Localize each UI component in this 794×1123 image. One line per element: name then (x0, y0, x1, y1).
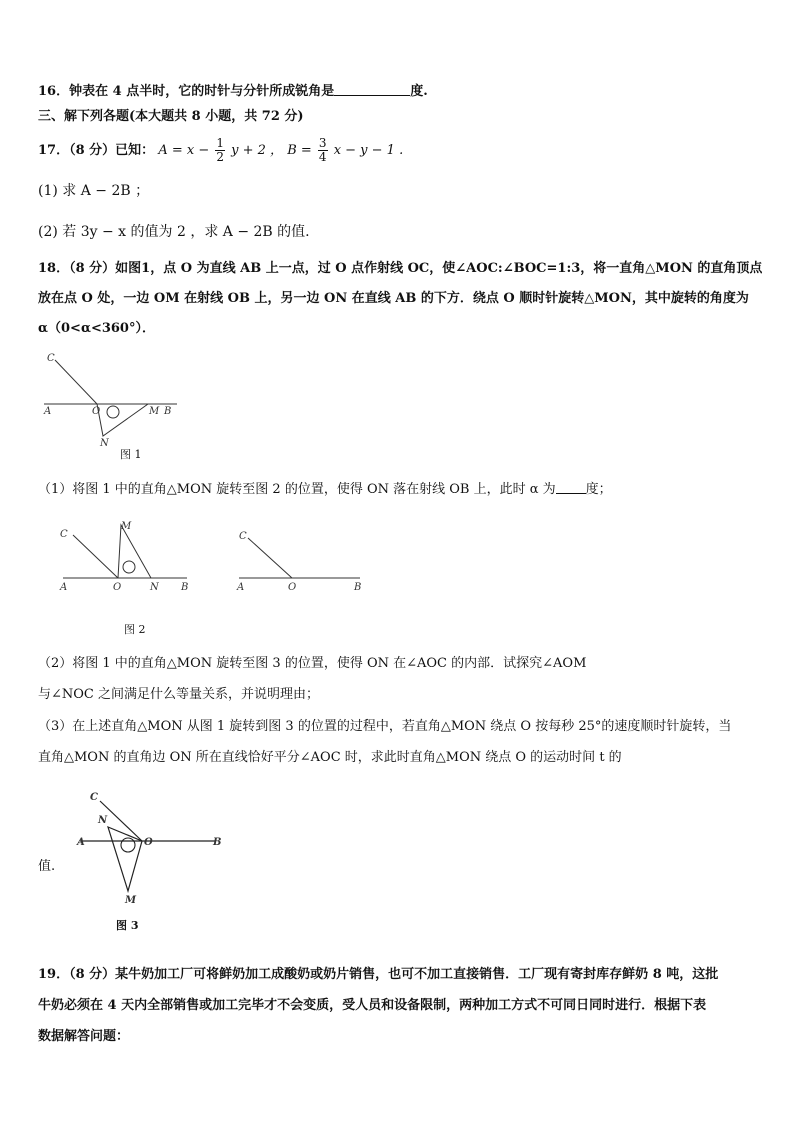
q17-formula-a-left: A = x − (158, 143, 210, 158)
fig2-label-b: B (181, 582, 189, 593)
fig2-label-a: A (60, 582, 68, 593)
q17-formula-b-left: B = (287, 143, 312, 158)
q17-frac1-num: 1 (216, 136, 224, 150)
q17-part-1: (1) 求 A − 2B ； (38, 183, 150, 199)
fig2-caption: 图 2 (124, 623, 146, 636)
fig1-triangle-mon (97, 404, 148, 436)
fig2-right-angle-mark (123, 561, 135, 573)
q17-head: 17．（8 分）已知： (38, 143, 155, 158)
fig1-label-n: N (100, 438, 109, 449)
fig2-label-c: C (60, 529, 68, 540)
q17-fraction-2 (318, 137, 328, 164)
q18-line-3: α（0<α<360°）． (38, 321, 155, 336)
fig3-caption: 图 3 (116, 919, 139, 932)
fig2-ray-oc (73, 535, 118, 578)
fig3-label-a: A (77, 837, 85, 848)
fig2b-label-o: O (288, 582, 297, 593)
fig1-label-c: C (47, 353, 55, 364)
q18-sub1-answer-blank (556, 480, 586, 494)
fig2b-label-a: A (237, 582, 245, 593)
fig3-right-angle-mark (121, 838, 135, 852)
q19-line-3: 数据解答问题： (38, 1029, 130, 1044)
q18-sub-3-line-3: 值. (38, 859, 56, 874)
fig3-label-b: B (213, 837, 222, 848)
figure-2 (55, 515, 375, 640)
q17-formula-a-right: y + 2 ， (231, 143, 284, 158)
fig1-label-o: O (92, 406, 101, 417)
q19-line-2: 牛奶必须在 4 天内全部销售或加工完毕才不会变质，受人员和设备限制，两种加工方式不可同日同时进行．根据下表 (38, 998, 707, 1013)
q17-frac2-num: 3 (318, 136, 327, 150)
q18-sub1-text: （1）将图 1 中的直角△MON 旋转至图 2 的位置，使得 ON 落在射线 OB 上，此时 α 为 (38, 482, 556, 497)
question-16 (38, 82, 758, 101)
question-17 (38, 136, 758, 166)
q18-sub1-suffix: 度； (585, 482, 612, 497)
q17-part-2: (2) 若 3y − x 的值为 2 ，求 A − 2B 的值. (38, 224, 310, 240)
q16-answer-blank (334, 82, 410, 96)
q18-line-2: 放在点 O 处，一边 OM 在射线 OB 上，另一边 ON 在直线 AB 的下方．绕点 O 顺时针旋转△MON，其中旋转的角度为 (38, 291, 749, 306)
q17-fraction-1 (215, 137, 225, 164)
fig1-ray-oc (55, 360, 97, 404)
figure-1 (40, 348, 200, 463)
q18-sub-2-line-1: （2）将图 1 中的直角△MON 旋转至图 3 的位置，使得 ON 在∠AOC 的内部．试探究∠AOM (38, 656, 587, 671)
q18-line-1: 18．（8 分）如图1，点 O 为直线 AB 上一点，过 O 点作射线 OC，使∠AOC:∠BOC=1:3，将一直角△MON 的直角顶点 (38, 261, 763, 276)
fig1-label-m: M (149, 406, 160, 417)
fig2-label-n: N (150, 582, 159, 593)
fig2-label-o: O (113, 582, 122, 593)
q17-formula-b-right: x − y − 1 . (333, 143, 404, 158)
q18-sub-3-line-2: 直角△MON 的直角边 ON 所在直线恰好平分∠AOC 时，求此时直角△MON 绕点 O 的运动时间 t 的 (38, 750, 622, 765)
q17-frac1-den: 2 (216, 150, 224, 164)
fig2b-label-b: B (354, 582, 362, 593)
fig2b-label-c: C (239, 531, 247, 542)
q16-suffix: 度. (410, 84, 428, 99)
fig3-label-m: M (125, 895, 137, 906)
q18-sub-2-line-2: 与∠NOC 之间满足什么等量关系，并说明理由； (38, 687, 320, 702)
fig3-label-n: N (98, 815, 108, 826)
q18-sub-1 (38, 480, 758, 499)
fig3-label-c: C (90, 792, 98, 803)
q17-frac2-den: 4 (318, 150, 327, 164)
fig2b-ray-oc (248, 538, 292, 578)
fig3-label-o: O (144, 837, 153, 848)
fig1-caption: 图 1 (120, 448, 142, 461)
fig2-label-m: M (121, 521, 132, 532)
q16-text: 16．钟表在 4 点半时，它的时针与分针所成锐角是 (38, 84, 335, 99)
q19-line-1: 19．（8 分）某牛奶加工厂可将鲜奶加工成酸奶或奶片销售，也可不加工直接销售．工厂现有寄封库存鲜奶 8 吨，这批 (38, 967, 719, 982)
fig1-right-angle-mark (107, 406, 119, 418)
fig1-label-a: A (44, 406, 52, 417)
section-3-title: 三、解下列各题(本大题共 8 小题，共 72 分) (38, 109, 304, 124)
fig1-label-b: B (164, 406, 172, 417)
q18-sub-3-line-1: （3）在上述直角△MON 从图 1 旋转到图 3 的位置的过程中，若直角△MON 绕点 O 按每秒 25°的速度顺时针旋转，当 (38, 719, 732, 734)
